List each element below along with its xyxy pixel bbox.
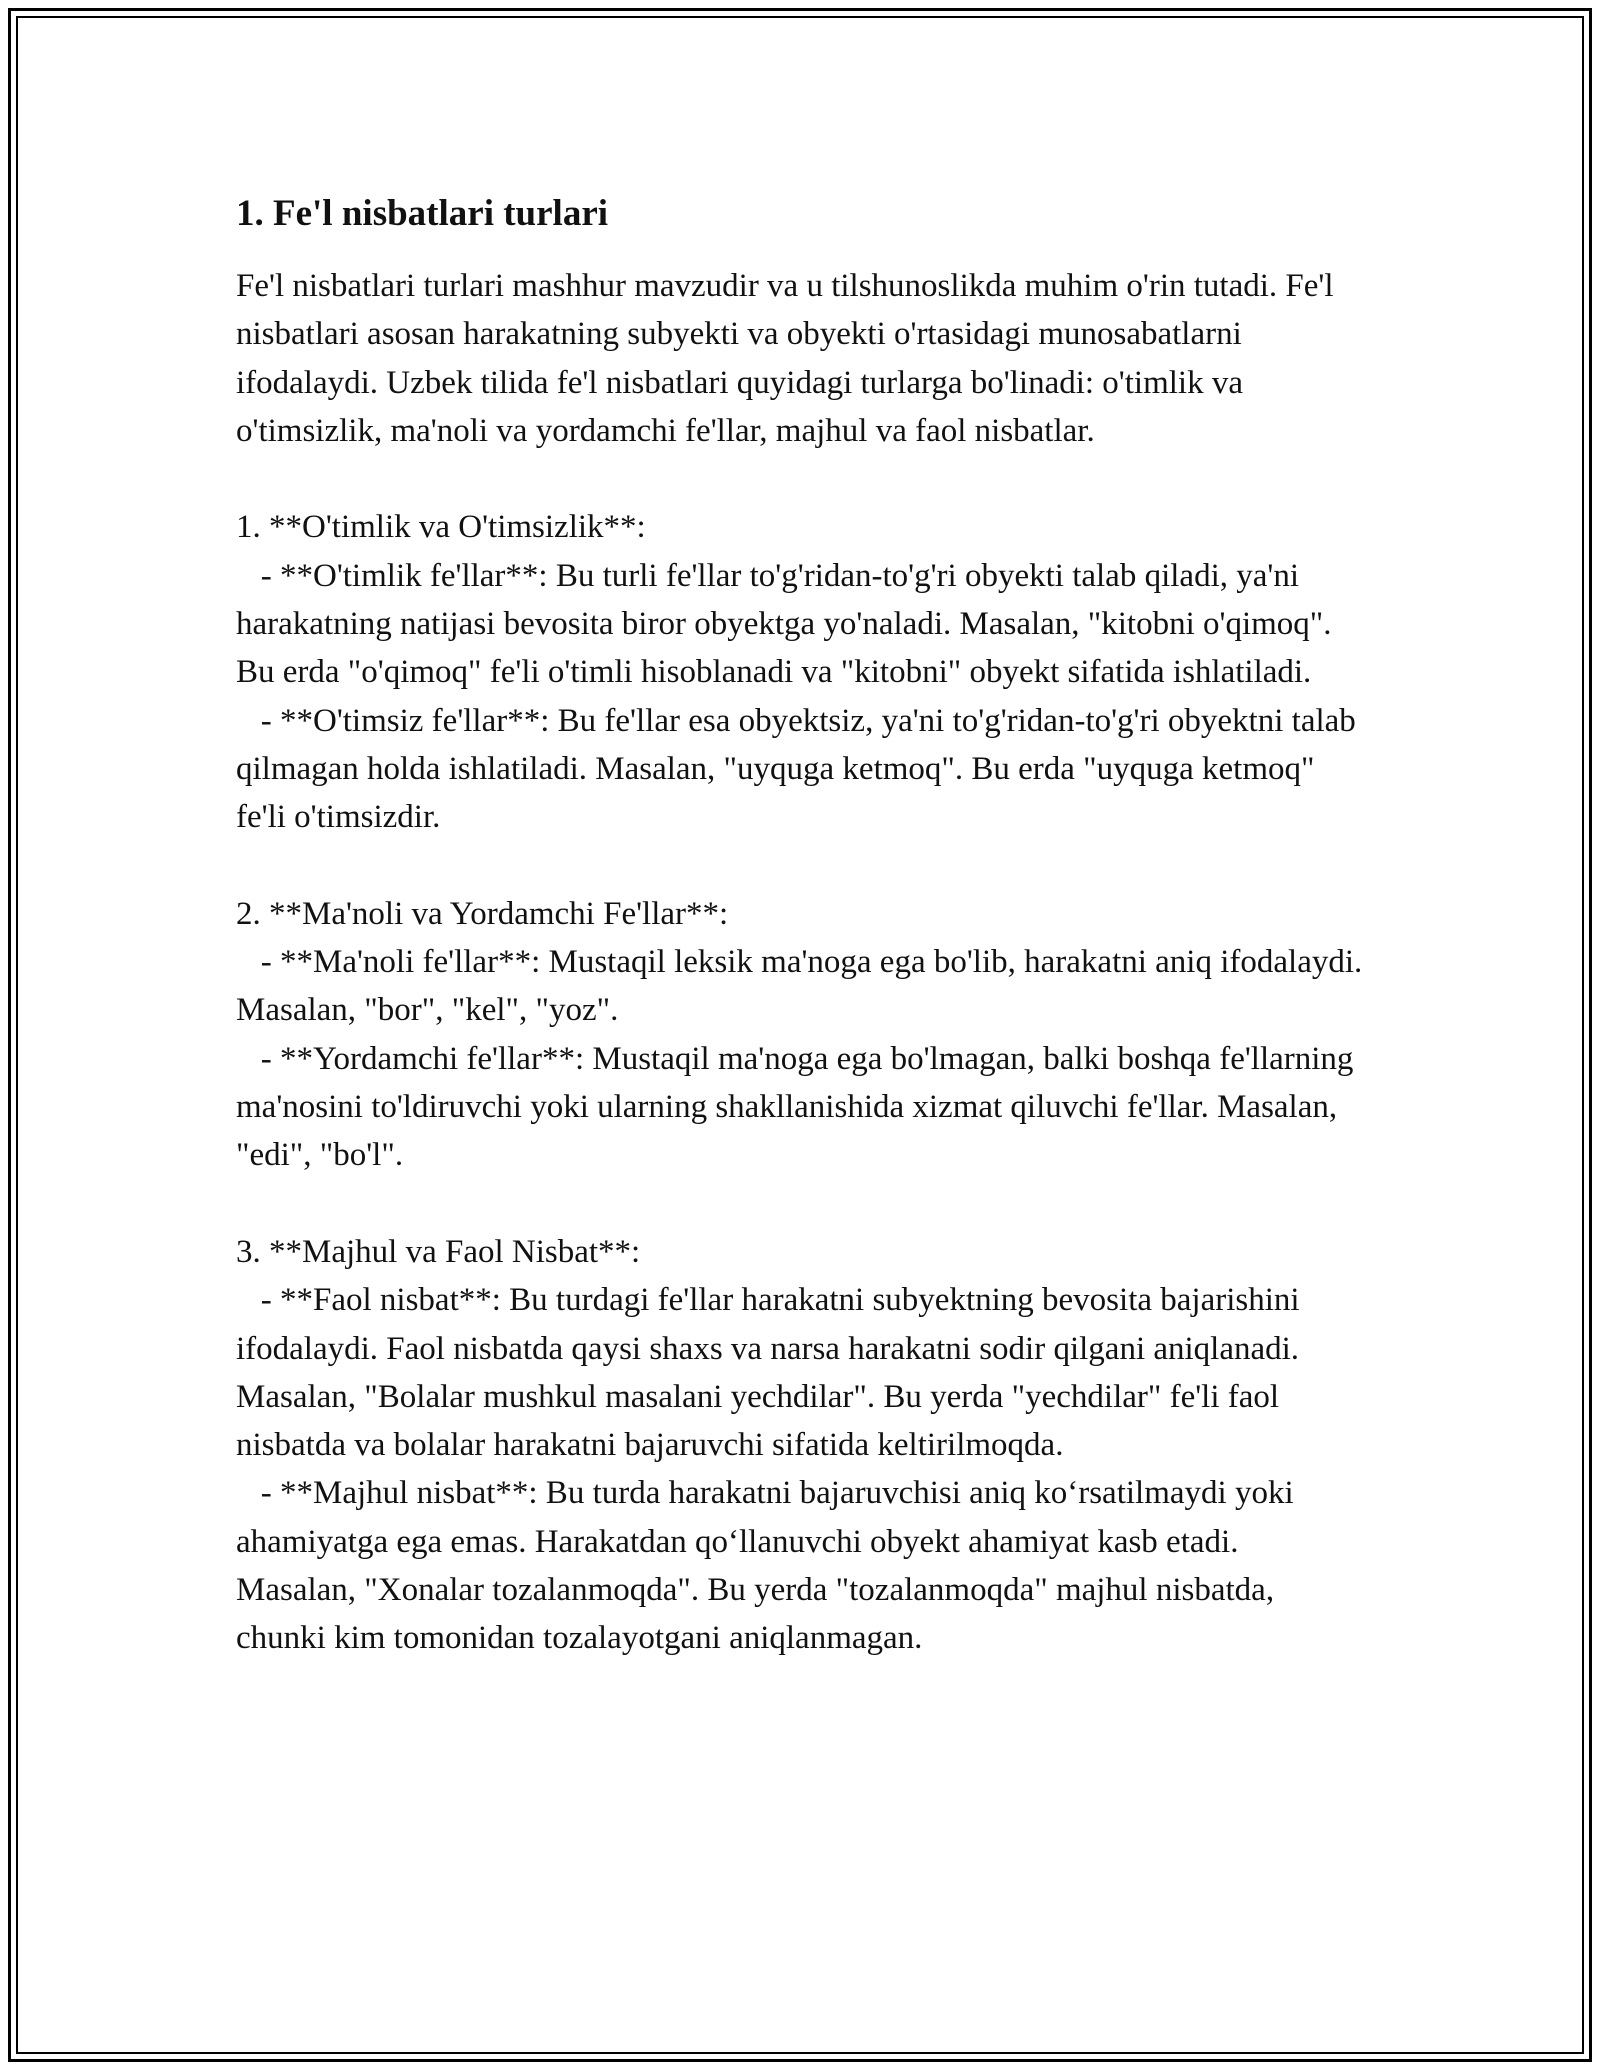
document-heading: 1. Fe'l nisbatlari turlari xyxy=(236,193,609,234)
document-body: Fe'l nisbatlari turlari mashhur mavzudir va u tilshunoslikda muhim o'rin tutadi. Fe'l nisbatlari asosan harakatning subyekti va obyekti o'rtasidagi munosabatlarni ifodalaydi. Uzbek tilida fe'l nisbatlari quyidagi turlarga bo'linadi: o'timlik va o'timsizlik, ma'noli va yordamchi fe'llar, majhul va faol nisbatlar. 1. **O'timlik va O'timsizlik**: - **O'timlik fe'llar**: Bu turli fe'llar to'g'ridan-to'g'ri obyekti talab qiladi, ya'ni harakatning natijasi bevosita biror obyektga yo'naladi. Masalan, "kitobni o'qimoq". Bu erda "o'qimoq" fe'li o'timli hisoblanadi va "kitobni" obyekt sifatida ishlatiladi. - **O'timsiz fe'llar**: Bu fe'llar esa obyektsiz, ya'ni to'g'ridan-to'g'ri obyektni talab qilmagan holda ishlatiladi. Masalan, "uyquga ketmoq". Bu erda "uyquga ketmoq" fe'li o'timsizdir. 2. **Ma'noli va Yordamchi Fe'llar**: - **Ma'noli fe'llar**: Mustaqil leksik ma'noga ega bo'lib, harakatni aniq ifodalaydi. Masalan, "bor", "kel", "yoz". - **Yordamchi fe'llar**: Mustaqil ma'noga ega bo'lmagan, balki boshqa fe'llarning ma'nosini to'ldiruvchi yoki ularning shakllanishida xizmat qiluvchi fe'llar. Masalan, "edi", "bo'l". 3. **Majhul va Faol Nisbat**: - **Faol nisbat**: Bu turdagi fe'llar harakatni subyektning bevosita bajarishini ifodalaydi. Faol nisbatda qaysi shaxs va narsa harakatni sodir qilgani aniqlanadi. Masalan, "Bolalar mushkul masalani yechdilar". Bu yerda "yechdilar" fe'li faol nisbatda va bolalar harakatni bajaruvchi sifatida keltirilmoqda. - **Majhul nisbat**: Bu turda harakatni bajaruvchisi aniq ko‘rsatilmaydi yoki ahamiyatga ega emas. Harakatdan qo‘llanuvchi obyekt ahamiyat kasb etadi. Masalan, "Xonalar tozalanmoqda". Bu yerda "tozalanmoqda" majhul nisbatda, chunki kim tomonidan tozalayotgani aniqlanmagan. xyxy=(236,268,1363,1657)
document-content xyxy=(236,186,1366,1663)
